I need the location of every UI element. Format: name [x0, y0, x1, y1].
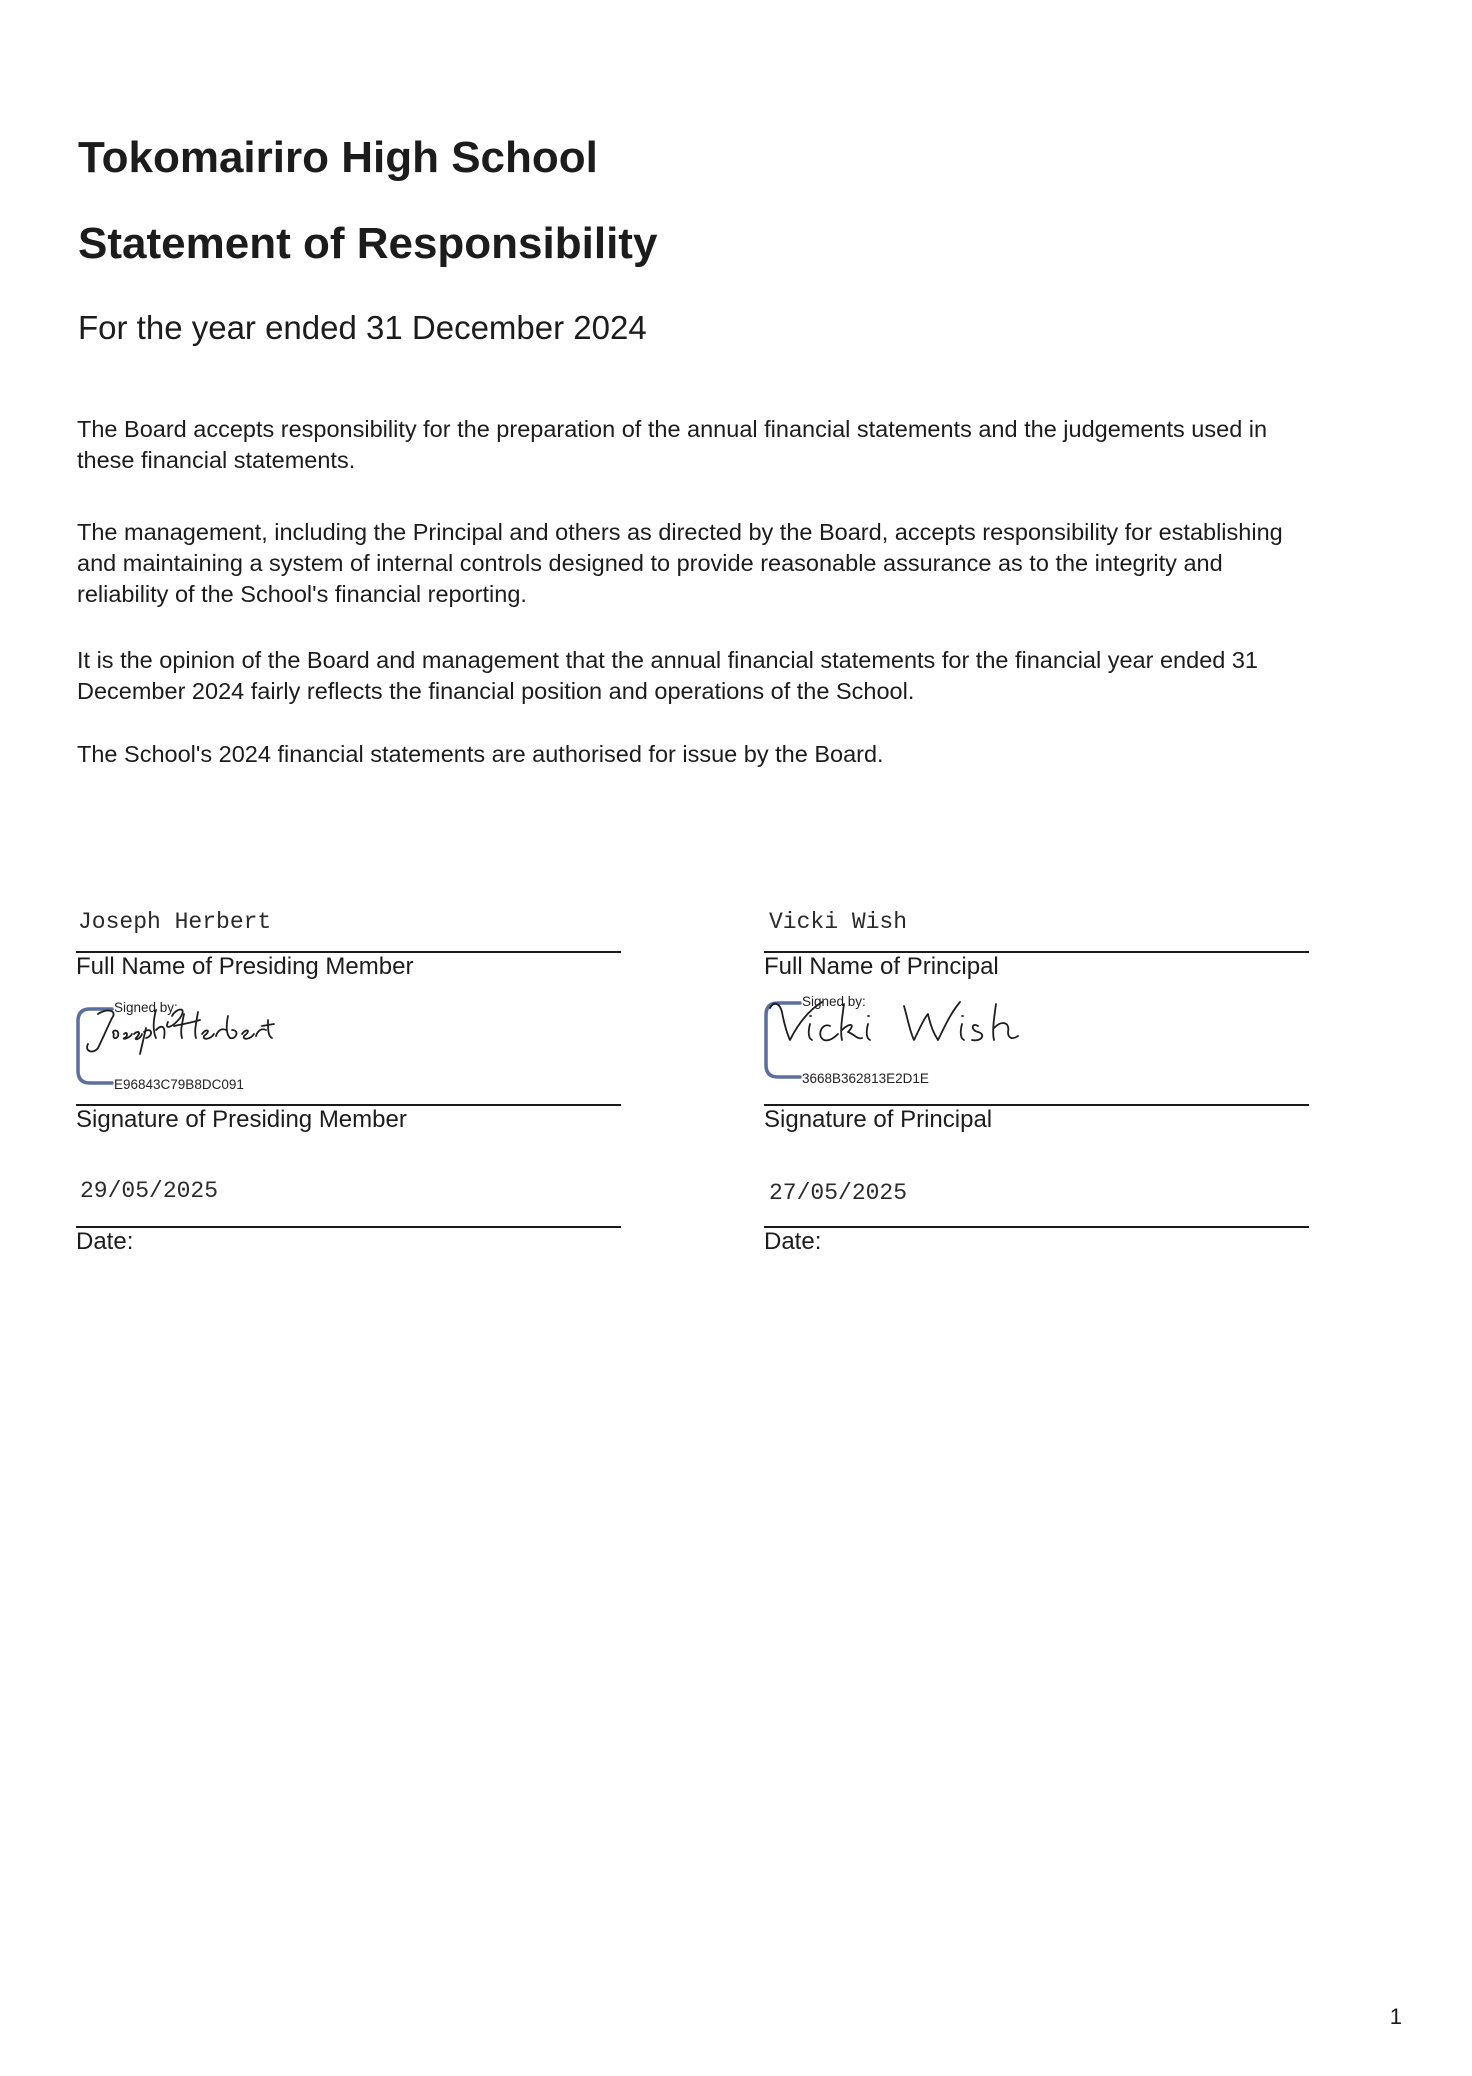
document-title: Statement of Responsibility — [78, 219, 658, 268]
date-line — [76, 1226, 621, 1228]
principal-date: 27/05/2025 — [769, 1180, 908, 1206]
paragraph-internal-controls: The management, including the Principal and others as directed by the Board, accepts responsibility for establishing and maintaining a system of internal controls designed to provide reasonable assurance as to the integrity and reliability of the School's financial reporting. — [77, 519, 1283, 607]
handwritten-signature-vicki-wish — [764, 994, 1044, 1050]
school-name: Tokomairiro High School — [78, 133, 598, 182]
signed-by-label: Signed by: — [114, 1000, 178, 1015]
presiding-member-e-signature — [76, 1000, 406, 1092]
presiding-member-date-caption: Date: — [76, 1228, 134, 1255]
signed-by-label: Signed by: — [802, 994, 866, 1009]
paragraph-opinion: It is the opinion of the Board and management that the annual financial statements for the financial year ended 31 December 2024 fairly reflects the financial position and operations of the School. — [77, 647, 1259, 704]
presiding-member-name-caption: Full Name of Presiding Member — [76, 953, 414, 980]
principal-e-signature — [764, 994, 1094, 1086]
reporting-period: For the year ended 31 December 2024 — [78, 309, 647, 346]
principal-signature-block — [764, 900, 1309, 1260]
principal-name-caption: Full Name of Principal — [764, 953, 999, 980]
signature-id: E96843C79B8DC091 — [114, 1077, 244, 1092]
presiding-member-signature-caption: Signature of Presiding Member — [76, 1106, 407, 1133]
paragraph-authorisation: The School's 2024 financial statements are authorised for issue by the Board. — [77, 741, 884, 767]
page-number: 1 — [1389, 2004, 1402, 2029]
paragraph-board-responsibility: The Board accepts responsibility for the preparation of the annual financial statements and the judgements used in these financial statements. — [77, 416, 1268, 473]
date-line — [764, 1226, 1309, 1228]
presiding-member-signature-block — [76, 900, 621, 1260]
principal-signature-caption: Signature of Principal — [764, 1106, 993, 1133]
handwritten-signature-joseph-herbert — [76, 1000, 276, 1056]
principal-name: Vicki Wish — [769, 909, 908, 935]
signature-id: 3668B362813E2D1E — [802, 1071, 929, 1086]
principal-date-caption: Date: — [764, 1228, 822, 1255]
presiding-member-name: Joseph Herbert — [78, 909, 272, 935]
presiding-member-date: 29/05/2025 — [80, 1178, 219, 1204]
